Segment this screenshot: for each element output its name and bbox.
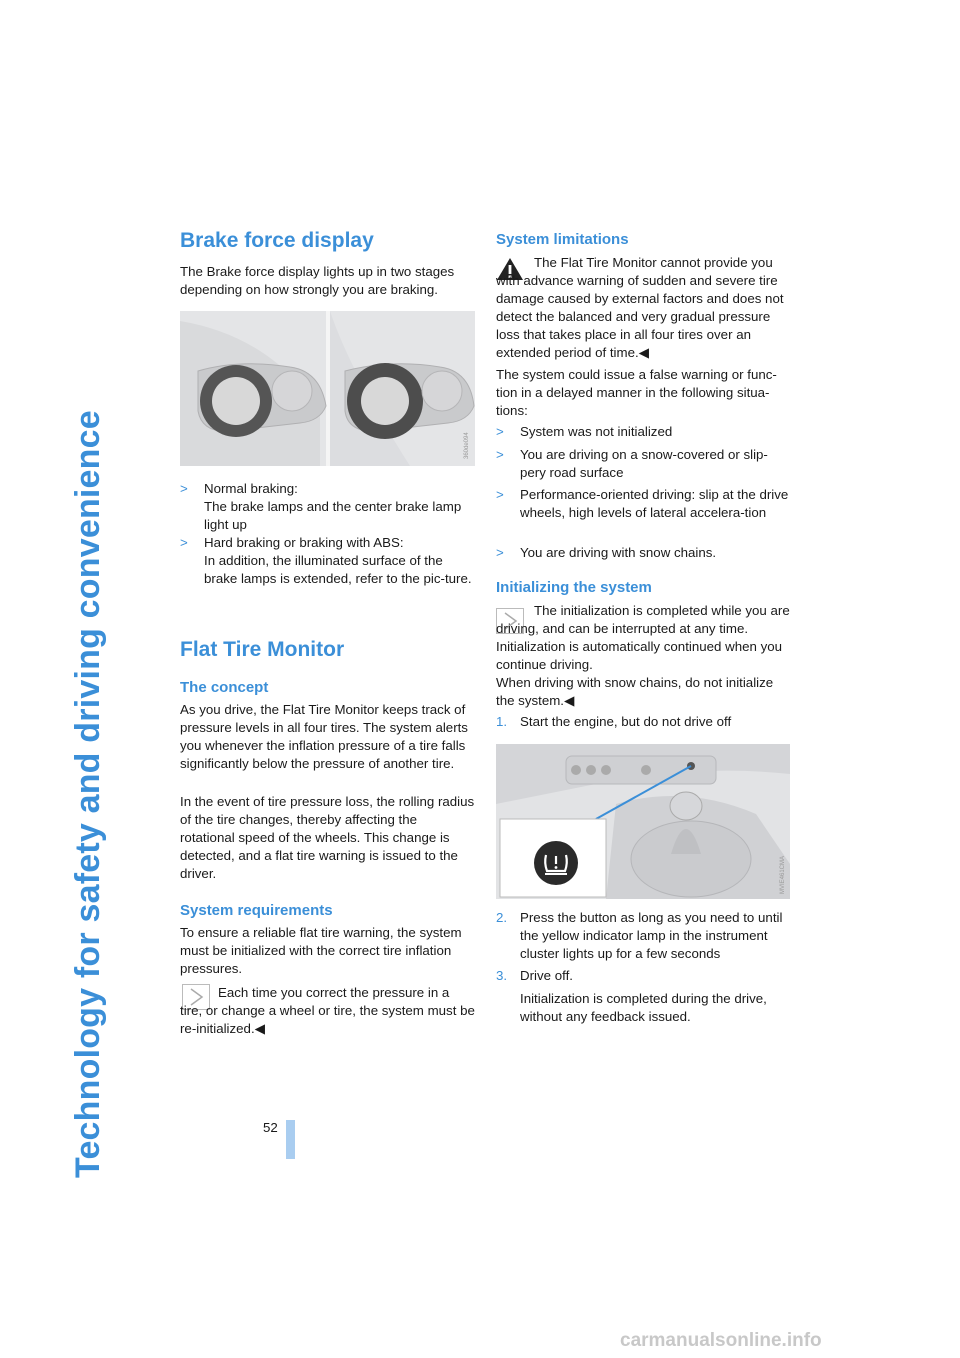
step-text: Start the engine, but do not drive off (520, 714, 732, 729)
requirements-note: Each time you correct the pressure in a tire, or change a wheel or tire, the system must be re-initialized.◀ (180, 985, 475, 1036)
step-number: 1. (496, 714, 508, 729)
list-item (496, 909, 790, 963)
list-item (180, 480, 475, 534)
figure-code: 360de094 (464, 432, 470, 459)
limitations-warning: The Flat Tire Monitor cannot provide you with advance warning of sudden and severe tire damage caused by external factors and does not detect the balanced and very gradual pressure loss that takes place in all four tires over an extended period of time.◀ (496, 255, 784, 360)
bullet-title: Normal braking: (204, 481, 298, 496)
page-number: 52 (263, 1120, 278, 1135)
step-3-extra: Initialization is completed during the drive, without any feedback issued. (520, 991, 767, 1024)
tire-pressure-icon (532, 839, 580, 887)
bullet-marker: > (496, 545, 504, 560)
brake-intro: The Brake force display lights up in two stages depending on how strongly you are braking. (180, 264, 455, 297)
list-item (496, 446, 790, 482)
figure-code: MVIE461CMA (780, 855, 786, 894)
step-number: 3. (496, 968, 508, 983)
concept-paragraph-1: As you drive, the Flat Tire Monitor keeps track of pressure levels in all four tires. The system alerts you whenever the inflation pressure of a tire falls significantly below the pressure of another tire. (180, 702, 468, 771)
sidebar-title: Technology for safety and driving convenience (69, 410, 107, 1178)
list-item (496, 486, 790, 522)
requirements-heading: System requirements (180, 902, 333, 919)
bullet-text: The brake lamps and the center brake lamp light up (204, 499, 462, 532)
bullet-title: Hard braking or braking with ABS: (204, 535, 404, 550)
bullet-marker: > (496, 424, 504, 439)
console-figure (496, 744, 790, 899)
bullet-text: You are driving on a snow-covered or slip-pery road surface (520, 447, 768, 480)
list-item (496, 713, 790, 731)
limitations-heading: System limitations (496, 231, 629, 248)
bullet-marker: > (180, 535, 188, 550)
bullet-text: In addition, the illuminated surface of the brake lamps is extended, refer to the pic-ture. (204, 553, 472, 586)
list-item (496, 967, 790, 985)
list-item (496, 423, 790, 441)
page-marker-bar (286, 1120, 295, 1159)
initializing-note-2: When driving with snow chains, do not initialize the system.◀ (496, 675, 774, 708)
bullet-text: Performance-oriented driving: slip at the drive wheels, high levels of lateral accelera-tion (520, 487, 789, 520)
requirements-paragraph: To ensure a reliable flat tire warning, the system must be initialized with the correct tire inflation pressures. (180, 925, 462, 976)
step-text: Drive off. (520, 968, 573, 983)
footer-watermark: carmanualsonline.info (620, 1330, 822, 1351)
list-item (496, 544, 790, 562)
bullet-marker: > (496, 487, 504, 502)
flat-tire-heading: Flat Tire Monitor (180, 638, 345, 661)
bullet-marker: > (496, 447, 504, 462)
concept-paragraph-2: In the event of tire pressure loss, the rolling radius of the tire changes, thereby affecting the rotational speed of the wheels. This change is detected, and a flat tire warning is issued to the driver. (180, 794, 475, 881)
bullet-marker: > (180, 481, 188, 496)
brake-lamps-figure (180, 311, 475, 466)
step-number: 2. (496, 910, 508, 925)
initializing-heading: Initializing the system (496, 579, 652, 596)
bullet-text: You are driving with snow chains. (520, 545, 717, 560)
concept-heading: The concept (180, 679, 269, 696)
initializing-note: The initialization is completed while you are driving, and can be interrupted at any time. Initialization is automatically continued when you continue driving. (496, 603, 790, 672)
brake-lamps-illustration (180, 311, 475, 466)
step-text: Press the button as long as you need to until the yellow indicator lamp in the instrument cluster lights up for a few seconds (520, 910, 783, 961)
limitations-paragraph: The system could issue a false warning or func-tion in a delayed manner in the following situa-tions: (496, 367, 777, 418)
bullet-text: System was not initialized (520, 424, 673, 439)
list-item (180, 534, 475, 588)
brake-heading: Brake force display (180, 229, 374, 252)
